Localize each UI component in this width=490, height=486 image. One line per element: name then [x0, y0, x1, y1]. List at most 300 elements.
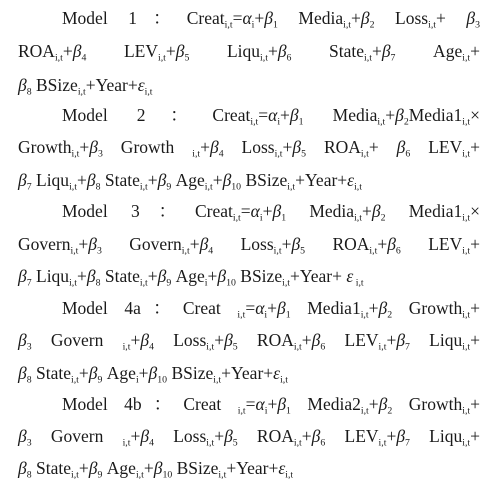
greek-symbol: β	[264, 8, 273, 28]
greek-symbol: β	[86, 266, 96, 286]
subscript: i,t	[462, 437, 471, 449]
equation-text: ×	[470, 201, 480, 221]
equation-text: +	[212, 170, 223, 190]
greek-symbol: α	[250, 201, 260, 221]
equation-text: BSize	[167, 363, 214, 383]
subscript: 4	[218, 148, 224, 160]
equation-text: +	[143, 458, 154, 478]
subscript: 6	[405, 148, 411, 160]
subscript: i,t	[70, 245, 79, 257]
subscript: i,t	[377, 116, 386, 128]
greek-symbol: β	[175, 41, 185, 61]
equation-text: +	[147, 170, 158, 190]
equation-text: LEV	[325, 330, 379, 350]
subscript: 8	[26, 374, 32, 386]
greek-symbol: ε	[273, 363, 281, 383]
greek-symbol: β	[396, 426, 406, 446]
subscript: i,t	[213, 374, 222, 386]
equation-text: +	[301, 330, 312, 350]
greek-symbol: β	[381, 41, 391, 61]
equation-text: +	[385, 105, 396, 125]
model-1-line-3	[18, 73, 480, 97]
subscript: 3	[97, 148, 103, 160]
equation-text: Model 3：Creat	[62, 201, 233, 221]
subscript: 1	[281, 212, 287, 224]
greek-symbol: β	[153, 458, 163, 478]
subscript: i,t	[54, 52, 63, 64]
subscript: i,t	[237, 309, 246, 321]
subscript: i,t	[192, 148, 201, 160]
subscript: 8	[95, 181, 101, 193]
equation-text: Age	[171, 170, 205, 190]
equation-text: Loss	[153, 426, 207, 446]
greek-symbol: β	[199, 234, 209, 254]
subscript: i	[259, 212, 263, 224]
subscript: 5	[301, 148, 307, 160]
equation-text: Growth	[392, 394, 463, 414]
greek-symbol: β	[292, 137, 302, 157]
subscript: 6	[320, 341, 326, 353]
subscript: i,t	[71, 374, 79, 386]
equation-text: Govern	[101, 234, 182, 254]
equation-text: +	[301, 426, 312, 446]
greek-symbol: β	[395, 105, 404, 125]
model-4b-line-1	[62, 392, 480, 416]
equation-text: +	[262, 201, 273, 221]
equation-text: Age	[395, 41, 463, 61]
greek-symbol: β	[224, 330, 233, 350]
greek-symbol: α	[255, 394, 265, 414]
equation-text: +	[351, 8, 361, 28]
subscript: i,t	[224, 19, 233, 31]
greek-symbol: β	[378, 394, 388, 414]
equation-text: BSize	[241, 170, 288, 190]
greek-symbol: ε	[347, 170, 355, 190]
subscript: 8	[26, 86, 32, 98]
equation-text: Loss	[223, 137, 275, 157]
greek-symbol: β	[276, 298, 286, 318]
subscript: i,t	[218, 469, 227, 481]
equation-text: =	[232, 8, 243, 28]
equation-text: +	[79, 137, 90, 157]
greek-symbol: β	[88, 363, 98, 383]
subscript: i	[251, 19, 255, 31]
equation-text: BSize	[172, 458, 219, 478]
subscript: 9	[166, 181, 172, 193]
equation-text: +	[280, 105, 290, 125]
greek-symbol: β	[18, 75, 27, 95]
equation-text: +	[470, 426, 480, 446]
equation-text: +	[368, 394, 379, 414]
equation-text: Media2	[290, 394, 361, 414]
greek-symbol: β	[371, 201, 381, 221]
model-4b-line-2	[18, 424, 480, 448]
equation-text: Model 4a：Creat	[62, 298, 238, 318]
equation-text: Liqu	[31, 266, 70, 286]
equation-text: +	[368, 298, 379, 318]
equation-text: +	[470, 234, 481, 254]
equation-text: +	[386, 330, 397, 350]
greek-symbol: β	[18, 458, 27, 478]
subscript: i,t	[360, 309, 369, 321]
subscript: i,t	[462, 309, 471, 321]
equation-text: Growth	[102, 137, 193, 157]
subscript: 3	[96, 245, 102, 257]
subscript: i,t	[122, 437, 131, 449]
equation-text: State	[31, 458, 71, 478]
subscript: i,t	[369, 245, 378, 257]
subscript: 5	[232, 341, 238, 353]
equation-text: +	[147, 266, 158, 286]
equation-text: +	[200, 137, 210, 157]
greek-symbol: α	[268, 105, 278, 125]
equation-text: LEV	[400, 234, 463, 254]
subscript: 4	[149, 341, 154, 353]
equation-text: +	[371, 41, 382, 61]
equation-text: +	[282, 137, 293, 157]
model-3-line-3	[18, 264, 480, 288]
subscript: i,t	[232, 212, 241, 224]
greek-symbol: β	[18, 266, 27, 286]
subscript: 7	[26, 181, 32, 193]
subscript: i,t	[139, 277, 148, 289]
subscript: i	[264, 309, 268, 321]
subscript: 10	[231, 181, 242, 193]
equation-text: ×	[470, 105, 480, 125]
subscript: 7	[405, 341, 410, 353]
subscript: 2	[387, 405, 393, 417]
equation-text: +	[76, 170, 87, 190]
equation-text: +	[470, 330, 480, 350]
equation-text: Media	[286, 201, 355, 221]
equation-text: +Year+	[221, 363, 274, 383]
subscript: 7	[405, 437, 410, 449]
subscript: 8	[26, 469, 32, 481]
subscript: i,t	[287, 181, 296, 193]
greek-symbol: β	[18, 330, 27, 350]
subscript: i,t	[360, 148, 369, 160]
equation-text: Growth	[392, 298, 463, 318]
equation-text: +	[76, 266, 87, 286]
model-2-line-3	[18, 168, 480, 192]
equation-text: +Year+	[295, 170, 348, 190]
subscript: i,t	[353, 277, 364, 289]
greek-symbol: β	[18, 426, 27, 446]
subscript: i,t	[71, 469, 79, 481]
greek-symbol: β	[222, 170, 232, 190]
subscript: i,t	[293, 341, 302, 353]
subscript: i,t	[77, 86, 86, 98]
greek-symbol: β	[148, 363, 158, 383]
equation-text: +	[386, 426, 397, 446]
greek-symbol: β	[289, 105, 299, 125]
subscript: i,t	[462, 116, 471, 128]
subscript: 3	[26, 437, 32, 449]
equation-text: +	[207, 266, 218, 286]
subscript: 1	[272, 19, 278, 31]
equation-text: ROA	[237, 426, 294, 446]
subscript: i,t	[139, 181, 148, 193]
subscript: 6	[395, 245, 401, 257]
subscript: i,t	[360, 405, 369, 417]
greek-symbol: β	[140, 330, 150, 350]
greek-symbol: β	[72, 41, 82, 61]
greek-symbol: β	[89, 137, 98, 157]
equation-text: Govern	[31, 330, 123, 350]
model-3-line-1	[62, 199, 480, 223]
subscript: i,t	[343, 19, 351, 31]
subscript: i	[135, 374, 139, 386]
subscript: i,t	[462, 148, 471, 160]
subscript: 7	[26, 277, 32, 289]
model-4a-line-2	[18, 328, 480, 352]
subscript: 9	[97, 374, 103, 386]
greek-symbol: β	[272, 201, 282, 221]
subscript: 4	[81, 52, 87, 64]
subscript: i,t	[378, 437, 387, 449]
subscript: 2	[387, 309, 393, 321]
subscript: i,t	[354, 212, 362, 224]
equation-text: +	[436, 8, 467, 28]
equation-text: State	[31, 363, 71, 383]
equation-text: Media1	[408, 105, 463, 125]
greek-symbol: β	[210, 137, 219, 157]
equation-text: =	[245, 394, 256, 414]
subscript: i,t	[282, 277, 290, 289]
equation-text: Model 4b：Creat	[62, 394, 238, 414]
equation-text: Govern	[31, 426, 123, 446]
subscript: i	[277, 116, 281, 128]
subscript: i,t	[157, 52, 166, 64]
subscript: i,t	[181, 245, 190, 257]
subscript: 8	[95, 277, 101, 289]
subscript: i,t	[364, 52, 372, 64]
equation-text: +	[267, 394, 278, 414]
model-2-line-2	[18, 135, 480, 159]
model-4a-line-3	[18, 361, 480, 385]
equation-text: Liqu	[409, 426, 463, 446]
equation-text: +	[470, 41, 480, 61]
equation-text: +	[470, 298, 480, 318]
subscript: i,t	[273, 245, 282, 257]
equation-text: +	[214, 426, 225, 446]
equation-text: +	[78, 363, 89, 383]
greek-symbol: ε	[278, 458, 286, 478]
subscript: i,t	[280, 374, 288, 386]
equation-text: BSize	[235, 266, 283, 286]
greek-symbol: ε	[346, 266, 354, 286]
equation-text: =	[258, 105, 269, 125]
subscript: i,t	[237, 405, 246, 417]
greek-symbol: β	[140, 426, 150, 446]
equation-text: +	[78, 234, 89, 254]
model-3-line-2	[18, 232, 480, 256]
subscript: i,t	[378, 341, 387, 353]
subscript: i,t	[293, 437, 302, 449]
subscript: i,t	[354, 181, 362, 193]
equation-text: +Year+	[226, 458, 279, 478]
equation-text: +	[62, 41, 73, 61]
subscript: i,t	[135, 469, 144, 481]
subscript: 5	[232, 437, 238, 449]
equation-text: ROA	[306, 137, 361, 157]
subscript: i,t	[71, 148, 80, 160]
subscript: 6	[286, 52, 292, 64]
subscript: 1	[298, 116, 304, 128]
equation-text: +	[470, 394, 480, 414]
greek-symbol: β	[88, 458, 98, 478]
equation-text: +	[214, 330, 225, 350]
model-4b-line-3	[18, 456, 480, 480]
subscript: 10	[157, 374, 168, 386]
greek-symbol: β	[18, 170, 27, 190]
subscript: i,t	[428, 19, 436, 31]
equation-text: +	[78, 458, 89, 478]
subscript: 4	[208, 245, 214, 257]
equation-text: +	[267, 298, 277, 318]
equation-text: Liqu	[189, 41, 261, 61]
equation-text: Model 1：Creat	[62, 8, 225, 28]
equation-text: +	[254, 8, 265, 28]
equation-text: +Year+	[85, 75, 138, 95]
subscript: 7	[390, 52, 396, 64]
equation-text: Model 2：Creat	[62, 105, 251, 125]
subscript: i,t	[144, 86, 153, 98]
greek-symbol: β	[291, 234, 301, 254]
subscript: i,t	[206, 437, 215, 449]
equation-text: BSize	[31, 75, 78, 95]
equation-text: Govern	[18, 234, 71, 254]
subscript: 1	[286, 405, 291, 417]
greek-symbol: β	[378, 298, 388, 318]
subscript: i	[264, 405, 268, 417]
greek-symbol: β	[360, 8, 370, 28]
subscript: 3	[475, 19, 481, 31]
equation-text: ROA	[305, 234, 370, 254]
equation-text: State	[100, 170, 140, 190]
subscript: i,t	[260, 52, 268, 64]
subscript: 6	[320, 437, 326, 449]
greek-symbol: β	[277, 394, 287, 414]
greek-symbol: β	[311, 426, 321, 446]
subscript: i	[204, 277, 208, 289]
subscript: i,t	[204, 181, 213, 193]
equation-text: LEV	[86, 41, 158, 61]
equation-text: Age	[102, 458, 136, 478]
equation-text: State	[291, 41, 365, 61]
equation-text: =	[245, 298, 256, 318]
greek-symbol: β	[387, 234, 396, 254]
subscript: 5	[184, 52, 190, 64]
subscript: i,t	[69, 181, 77, 193]
subscript: 2	[380, 212, 386, 224]
equation-text: LEV	[325, 426, 379, 446]
greek-symbol: α	[255, 298, 265, 318]
greek-symbol: β	[224, 426, 233, 446]
equation-text: Loss	[213, 234, 274, 254]
equation-text: ROA	[237, 330, 294, 350]
equation-text: ROA	[18, 41, 55, 61]
equation-text: =	[240, 201, 251, 221]
greek-symbol: β	[311, 330, 321, 350]
subscript: i,t	[250, 116, 259, 128]
greek-symbol: β	[466, 8, 476, 28]
greek-symbol: β	[18, 363, 27, 383]
subscript: i,t	[274, 148, 283, 160]
subscript: 10	[226, 277, 236, 289]
greek-symbol: β	[88, 234, 97, 254]
subscript: i,t	[69, 277, 77, 289]
subscript: 1	[285, 309, 291, 321]
equation-text: Media	[277, 8, 344, 28]
equation-text: LEV	[410, 137, 463, 157]
equation-text: +	[361, 201, 372, 221]
subscript: i,t	[462, 212, 471, 224]
model-1-line-2	[18, 39, 480, 63]
greek-symbol: β	[217, 266, 227, 286]
equation-text: +	[165, 41, 176, 61]
equation-text: Liqu	[409, 330, 463, 350]
subscript: 5	[300, 245, 306, 257]
greek-symbol: β	[396, 330, 406, 350]
equation-text: +	[368, 137, 397, 157]
equation-text: Loss	[153, 330, 207, 350]
equation-text: +	[130, 426, 141, 446]
equation-text: Growth	[18, 137, 72, 157]
subscript: 10	[162, 469, 173, 481]
subscript: 9	[97, 469, 103, 481]
subscript: 4	[149, 437, 154, 449]
equation-text: +	[470, 137, 480, 157]
subscript: 2	[369, 19, 375, 31]
subscript: 2	[403, 116, 409, 128]
equation-text: Liqu	[31, 170, 70, 190]
equation-text: +	[130, 330, 141, 350]
greek-symbol: β	[396, 137, 406, 157]
subscript: i,t	[462, 245, 471, 257]
model-2-line-1	[62, 103, 480, 127]
equation-text: +Year+	[290, 266, 347, 286]
greek-symbol: β	[277, 41, 287, 61]
greek-symbol: ε	[137, 75, 145, 95]
subscript: 3	[26, 341, 32, 353]
equation-text: +	[377, 234, 388, 254]
equation-text: Media1	[290, 298, 361, 318]
subscript: 9	[166, 277, 172, 289]
equation-text: Loss	[374, 8, 429, 28]
equation-text: +	[138, 363, 149, 383]
equation-text: Age	[171, 266, 205, 286]
equation-text: Age	[102, 363, 136, 383]
equation-text: +	[189, 234, 200, 254]
equation-text: Media	[303, 105, 378, 125]
subscript: i,t	[206, 341, 215, 353]
greek-symbol: β	[157, 266, 167, 286]
equation-text: +	[281, 234, 292, 254]
equation-text: State	[100, 266, 140, 286]
greek-symbol: β	[86, 170, 96, 190]
equation-text: Media1	[385, 201, 463, 221]
greek-symbol: β	[157, 170, 167, 190]
subscript: i,t	[462, 341, 471, 353]
equation-text: +	[267, 41, 278, 61]
subscript: i,t	[462, 405, 471, 417]
subscript: i,t	[285, 469, 294, 481]
greek-symbol: α	[242, 8, 252, 28]
model-1-line-1	[62, 6, 480, 30]
subscript: i,t	[122, 341, 131, 353]
model-4a-line-1	[62, 296, 480, 320]
